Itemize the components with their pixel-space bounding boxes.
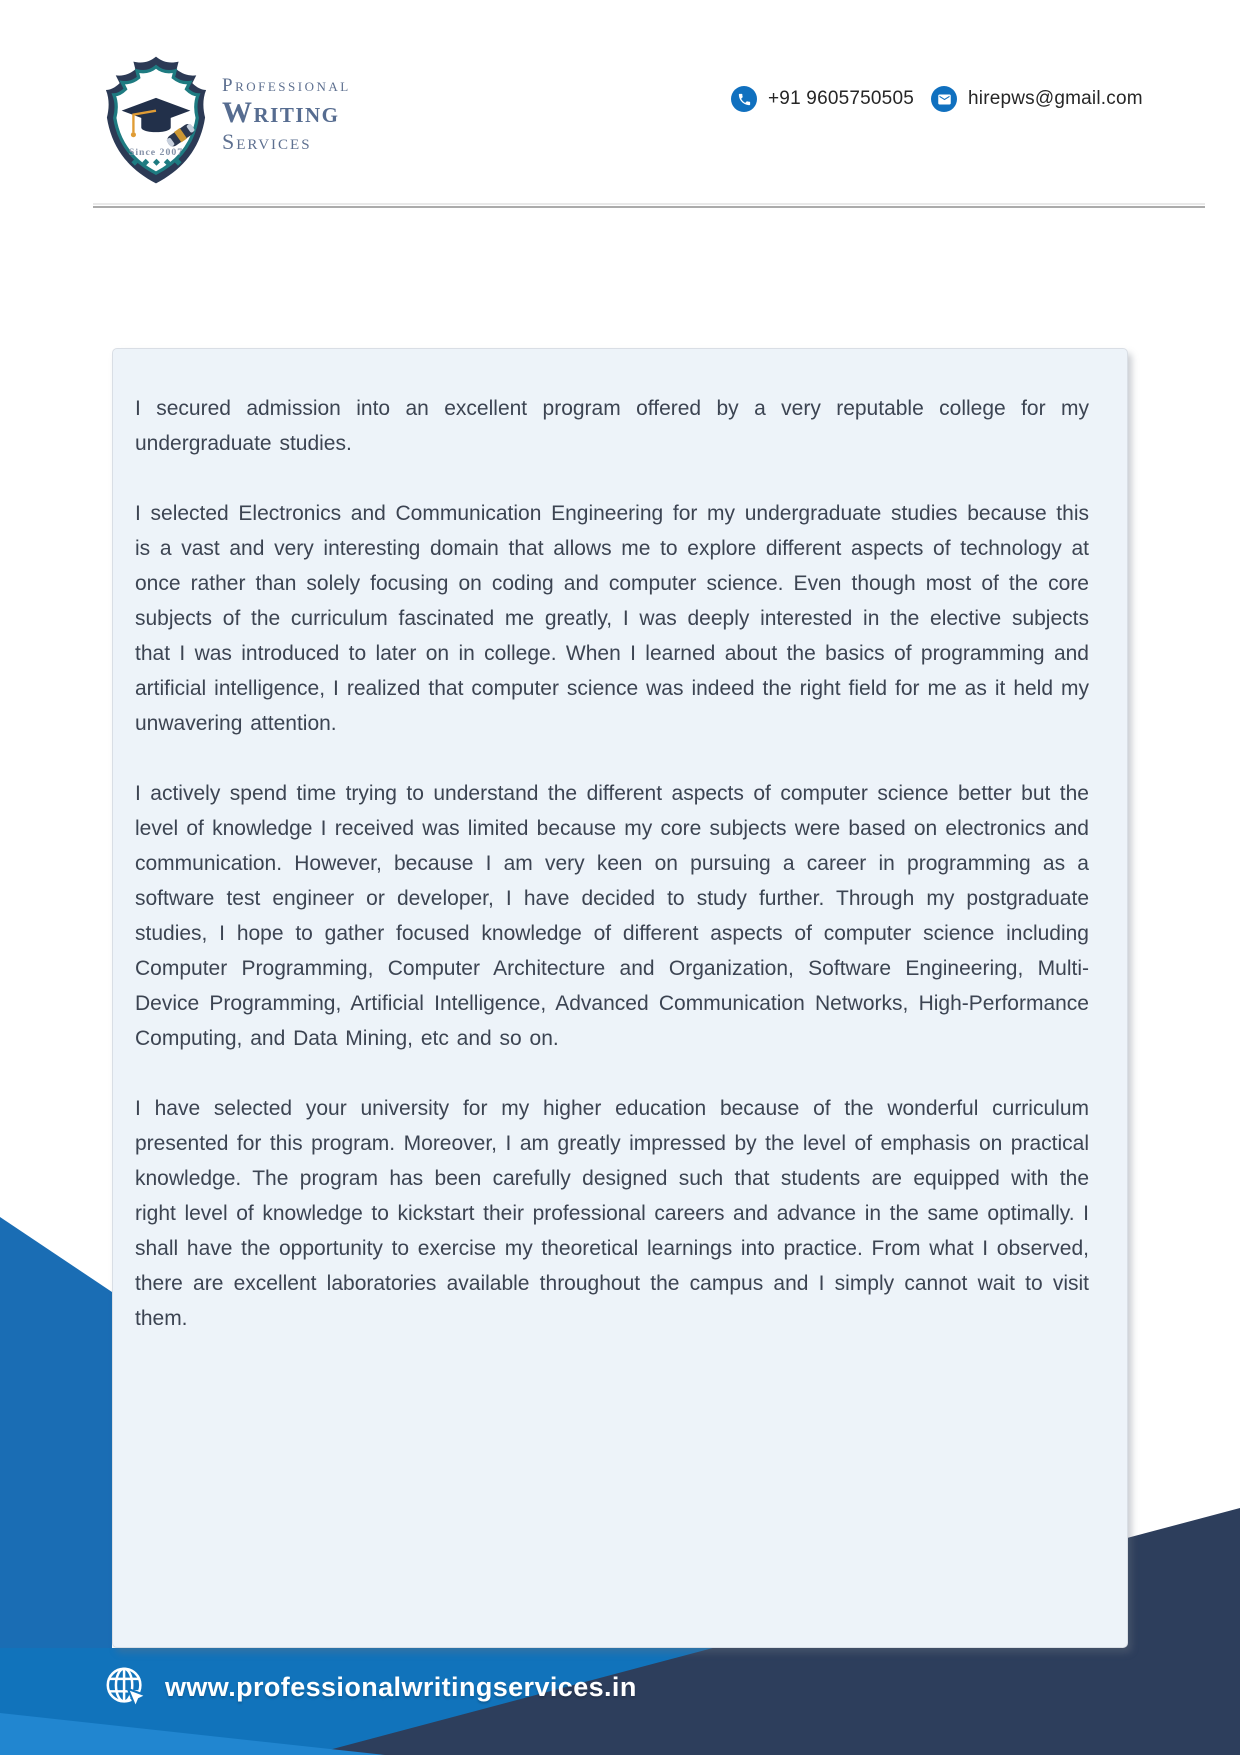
phone-icon: [731, 86, 757, 112]
paragraph-4: I have selected your university for my higher education because of the wonderful curriculum presented for this program. Moreover, I am greatly impressed by the level of emphasis on practical knowledge. The program has been carefully designed such that students are equipped with the right level of knowledge to kickstart their professional careers and advance in the same optimally. I shall have the opportunity to exercise my theoretical learnings into practice. From what I observed, there are excellent laboratories available throughout the campus and I simply cannot wait to visit them.: [135, 1097, 1089, 1330]
paragraph-2: I selected Electronics and Communication Engineering for my undergraduate studies because this is a vast and very interesting domain that allows me to explore different aspects of technology at once rather than solely focusing on coding and computer science. Even though most of the core subjects of the curriculum fascinated me greatly, I was deeply interested in the elective subjects that I was introduced to later on in college. When I learned about the basics of programming and artificial intelligence, I realized that computer science was indeed the right field for me as it held my unwavering attention.: [135, 502, 1089, 735]
footer-website[interactable]: [103, 1664, 637, 1710]
phone-number: +91 9605750505: [768, 88, 914, 109]
header-divider: [93, 206, 1205, 208]
logo-line-services: Services: [222, 129, 312, 154]
logo-line-writing: Writing: [222, 96, 340, 129]
phone-contact[interactable]: [731, 86, 914, 112]
email-icon: [931, 86, 957, 112]
shield-badge-text: Since 2007: [128, 146, 184, 158]
globe-icon: [103, 1664, 149, 1710]
paragraph-1: I secured admission into an excellent program offered by a very reputable college for my undergraduate studies.: [135, 397, 1089, 455]
email-contact[interactable]: [931, 86, 1143, 112]
logo-line-professional: Professional: [222, 75, 351, 96]
website-url: www.professionalwritingservices.in: [165, 1671, 637, 1702]
logo-wordmark: [222, 76, 351, 153]
paragraph-3: I actively spend time trying to understand the different aspects of computer science better but the level of knowledge I received was limited because my core subjects were based on electronics and communication. However, because I am very keen on pursuing a career in programming as a software test engineer or developer, I have decided to study further. Through my postgraduate studies, I hope to gather focused knowledge of different aspects of computer science including Computer Programming, Computer Architecture and Organization, Software Engineering, Multi-Device Programming, Artificial Intelligence, Advanced Communication Networks, High-Performance Computing, and Data Mining, etc and so on.: [135, 782, 1089, 1050]
statement-card: [112, 348, 1128, 1648]
logo-shield-icon: [102, 52, 210, 188]
email-address: hirepws@gmail.com: [968, 88, 1143, 109]
